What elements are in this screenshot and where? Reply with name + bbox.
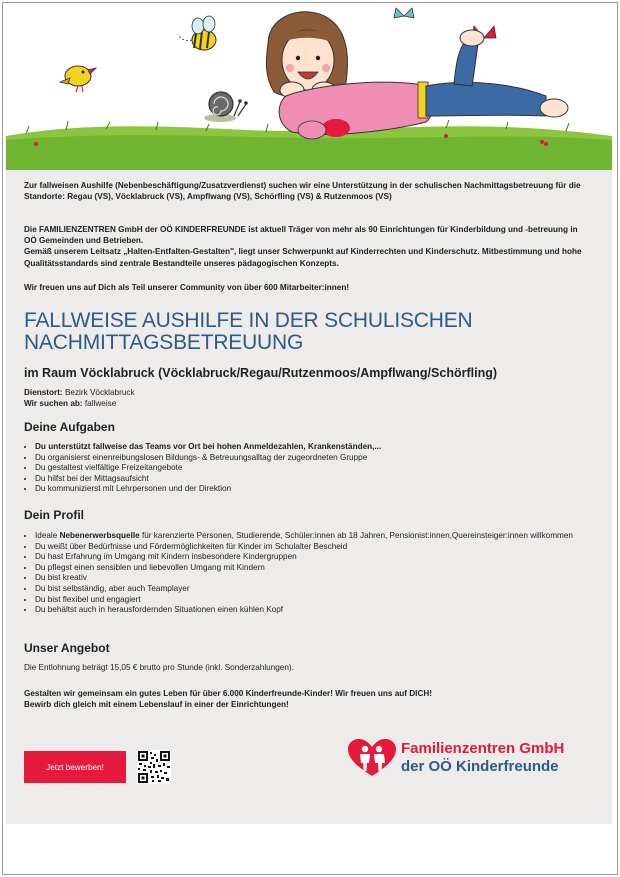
bird-icon [60,66,96,92]
tasks-heading: Deine Aufgaben [24,420,115,434]
list-item: • Du organisierst einenreibungslosen Bildungs- & Betreuungsalltag der zugeordneten Gruppe [35,453,595,464]
tasks-list [22,442,595,495]
location-label: Dienstort: [24,388,63,397]
mission-text: Gemäß unserem Leitsatz „Halten-Entfalten-Gestalten", liegt unser Schwerpunkt auf Kinderrechten und Kinderschutz. Mitbestimmung und hohe Qualitätsstandards sind zentrale Bestandteile unseres pädagogischen Konzepts. [24,247,582,268]
list-item: • Du bist flexibel und engagiert [35,595,595,606]
logo-organisation-name: der OÖ Kinderfreunde [401,758,559,775]
closing-line-2: Bewirb dich gleich mit einem Lebenslauf in einer der Einrichtungen! [24,700,289,710]
salary-text: Die Entlohnung beträgt 15,05 € brutto pro Stunde (inkl. Sonderzahlungen). [24,663,294,672]
profile-list [22,531,595,616]
list-item: • Du gestaltest vielfältige Freizeitangebote [35,463,595,474]
location-value: Bezirk Vöcklabruck [62,388,135,397]
list-item: • Du unterstützt fallweise das Teams vor Ort bei hohen Anmeldezahlen, Krankenständen,... [35,442,595,453]
list-item [35,531,595,542]
qr-code[interactable] [137,750,171,784]
offer-heading: Unser Angebot [24,641,110,655]
logo-company-name: Familienzentren GmbH [401,740,565,757]
start-line [24,398,116,409]
heart-children-icon [346,738,398,778]
hero-illustration [6,4,612,170]
list-item: • Du bist selbständig, aber auch Teamplayer [35,584,595,595]
start-label: Wir suchen ab: [24,399,83,408]
company-logo [344,736,594,782]
job-region: im Raum Vöcklabruck (Vöcklabruck/Regau/Rutzenmoos/Ampflwang/Schörfling) [24,366,497,380]
snail-icon [204,92,248,122]
list-item: • Du hilfst bei der Mittagsaufsicht [35,474,595,485]
start-value: fallweise [82,399,117,408]
apply-button[interactable]: Jetzt bewerben! [24,751,126,783]
about-text: Die FAMILIENZENTREN GmbH der OÖ KINDERFREUNDE ist aktuell Träger von mehr als 90 Einrichtungen für Kinderbildung und -betreuung in OÖ Gemeinden und Betrieben. [24,225,578,246]
list-item: • Du pflegst einen sensiblen und liebevollen Umgang mit Kindern [35,563,595,574]
bee-icon [178,16,216,50]
list-item: • Du behältst auch in herausfordernden Situationen einen kühlen Kopf [35,605,595,616]
qr-code-icon [137,750,171,784]
intro-paragraph: Zur fallweisen Aushilfe (Nebenbeschäftigung/Zusatzverdienst) suchen wir eine Unterstützung in der schulischen Nachmittagsbetreuung für die Standorte: Regau (VS), Vöcklabruck (VS), Ampflwang (VS), Schörfling (VS) & Rutzenmoos (VS) [24,181,581,202]
profile-first-bold: Nebenerwerbsquelle [59,531,140,540]
closing-text [24,688,584,710]
butterfly-icon [394,8,414,18]
list-item: • Du bist kreativ [35,573,595,584]
closing-line-1: Gestalten wir gemeinsam ein gutes Leben für über 6.000 Kinderfreunde-Kinder! Wir freuen uns auf DICH! [24,689,433,698]
list-item: • Du hast Erfahrung im Umgang mit Kindern insbesondere Kindergruppen [35,552,595,563]
list-item: • Du kommunizierst mit Lehrpersonen und der Direktion [35,484,595,495]
profile-heading: Dein Profil [24,508,85,522]
about-paragraph [24,224,584,269]
list-item: • Du weißt über Bedürfnisse und Fördermöglichkeiten für Kinder im Schulalter Bescheid [35,542,595,553]
community-text: Wir freuen uns auf Dich als Teil unserer Community von über 600 Mitarbeiter:innen! [24,283,350,292]
location-line [24,387,135,398]
girl-lying-in-grass-illustration [6,4,612,170]
profile-first-post: für karenzierte Personen, Studierende, Schüler:innen ab 18 Jahren, Pensionist:innen,Quereinsteiger:innen willkommen [139,531,573,540]
profile-first-pre: Ideale [35,531,60,540]
job-title: FALLWEISE AUSHILFE IN DER SCHULISCHEN NACHMITTAGSBETREUUNG [24,309,473,354]
